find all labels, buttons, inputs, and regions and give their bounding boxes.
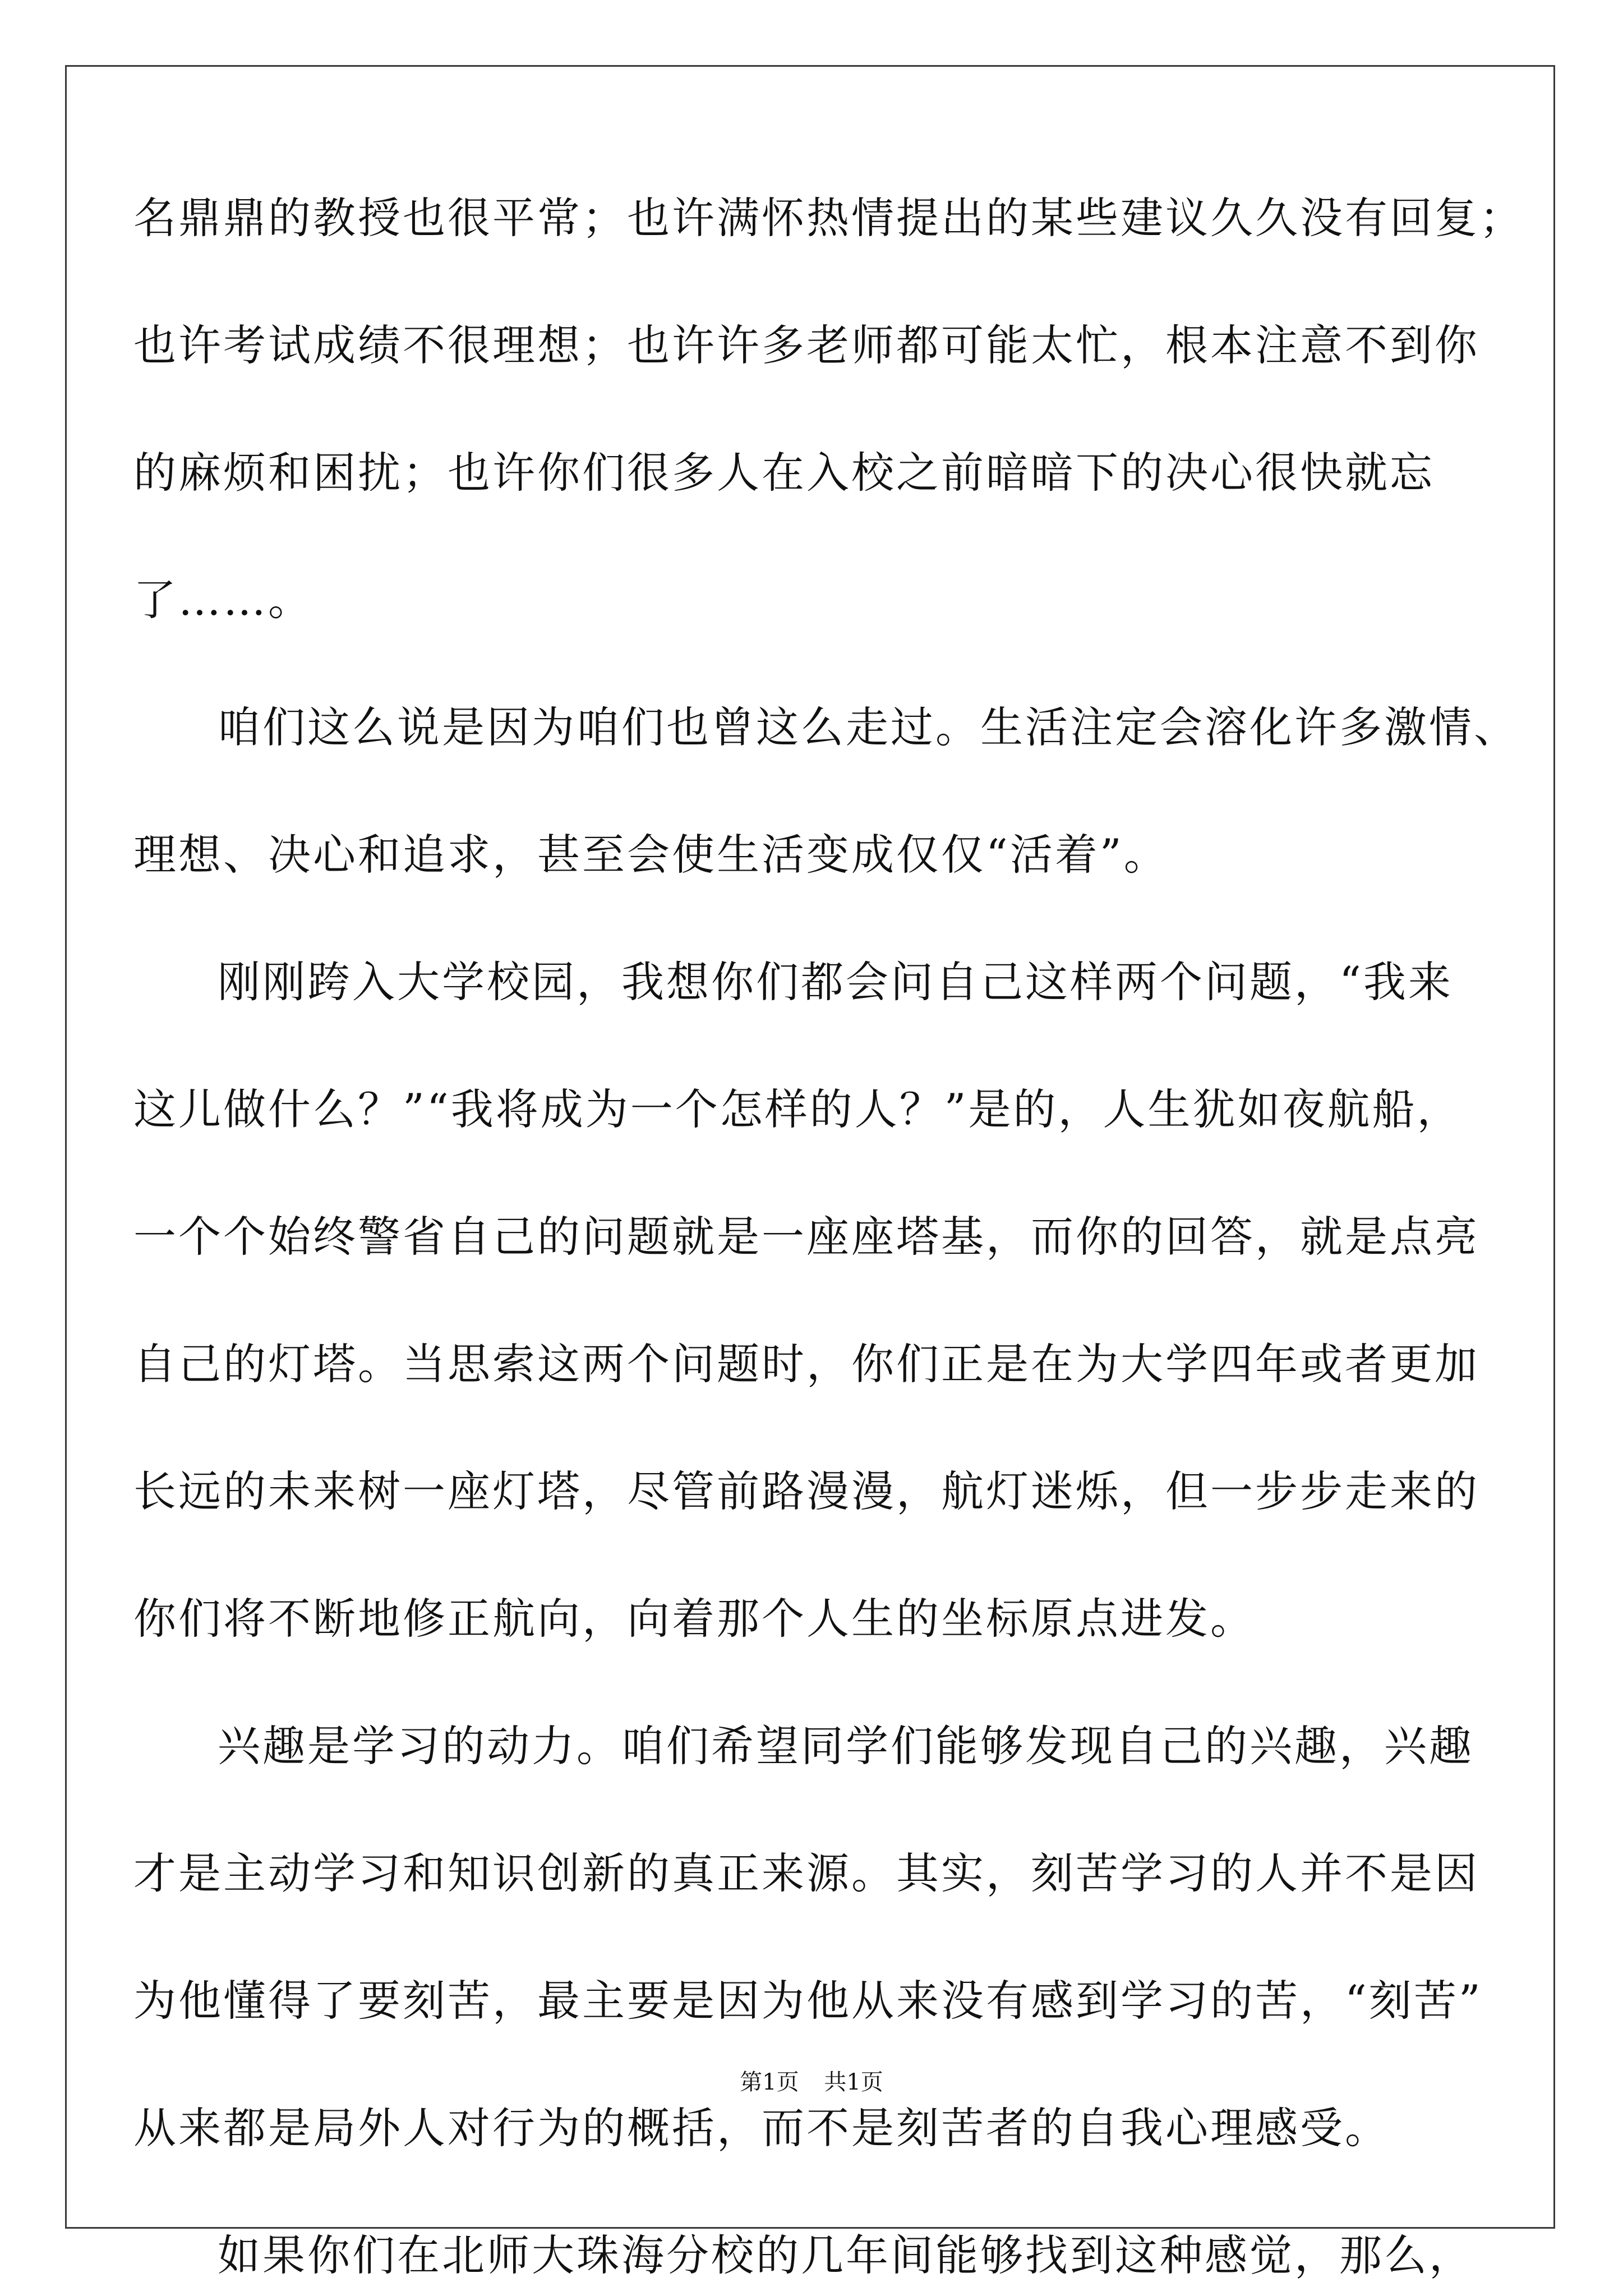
text-line: 名鼎鼎的教授也很平常；也许满怀热情提出的某些建议久久没有回复； — [133, 193, 1524, 243]
text-line: 如果你们在北师大珠海分校的几年间能够找到这种感觉，那么， — [218, 2230, 1474, 2280]
page-total: 共1页 — [824, 2069, 883, 2095]
text-line: 为他懂得了要刻苦，最主要是因为他从来没有感到学习的苦，“刻苦” — [133, 1976, 1483, 2026]
text-line: 刚刚跨入大学校园，我想你们都会问自己这样两个问题，“我来 — [218, 957, 1453, 1007]
text-line: 长远的未来树一座灯塔，尽管前路漫漫，航灯迷烁，但一步步走来的 — [133, 1466, 1479, 1516]
text-line: 你们将不断地修正航向，向着那个人生的坐标原点进发。 — [133, 1594, 1255, 1644]
text-line: 自己的灯塔。当思索这两个问题时，你们正是在为大学四年或者更加 — [133, 1339, 1479, 1389]
text-line: 从来都是局外人对行为的概括，而不是刻苦者的自我心理感受。 — [133, 2103, 1390, 2153]
text-line: 的麻烦和困扰；也许你们很多人在入校之前暗暗下的决心很快就忘 — [133, 448, 1435, 498]
page-number: 第1页 — [740, 2069, 799, 2095]
text-line: 理想、决心和追求，甚至会使生活变成仅仅“活着”。 — [133, 830, 1169, 880]
text-line: 兴趣是学习的动力。咱们希望同学们能够发现自己的兴趣，兴趣 — [218, 1721, 1474, 1771]
text-line: 咱们这么说是因为咱们也曾这么走过。生活注定会溶化许多激情、 — [218, 702, 1519, 752]
text-line: 了……。 — [133, 575, 313, 625]
text-line: 才是主动学习和知识创新的真正来源。其实，刻苦学习的人并不是因 — [133, 1848, 1479, 1898]
text-line: 也许考试成绩不很理想；也许许多老师都可能太忙，根本注意不到你 — [133, 320, 1479, 370]
text-line: 这儿做什么？”“我将成为一个怎样的人？”是的，人生犹如夜航船， — [133, 1084, 1462, 1134]
text-line: 一个个始终警省自己的问题就是一座座塔基，而你的回答，就是点亮 — [133, 1212, 1479, 1262]
page-footer — [0, 2064, 1623, 2096]
